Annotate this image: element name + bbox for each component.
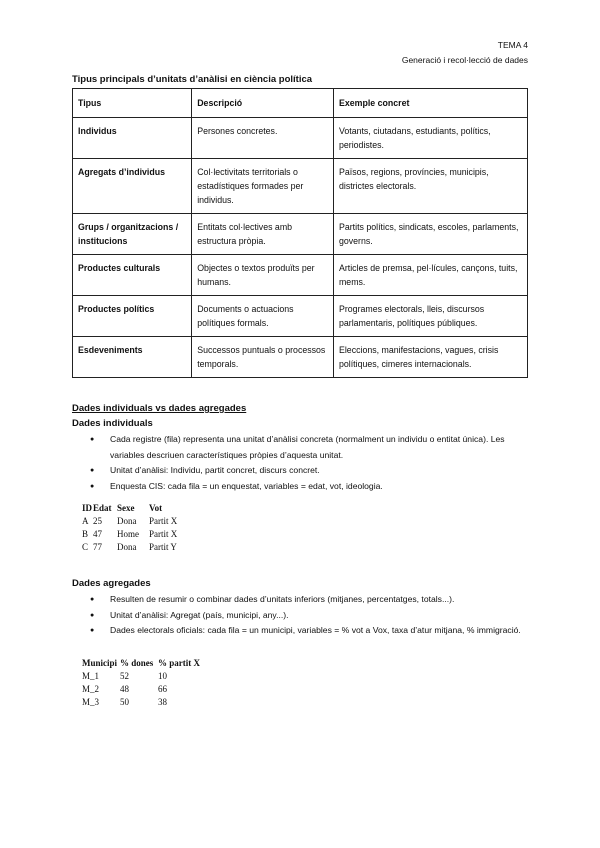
table-row (73, 337, 528, 378)
table-cell-type: Grups / organitzacions / institucions (73, 214, 192, 255)
table-row (82, 541, 177, 554)
header-topic: TEMA 4 (497, 40, 528, 50)
column-header: % dones (120, 658, 154, 668)
table-cell-type: Individus (73, 118, 192, 159)
aggregate-example-table (82, 657, 200, 709)
aggregate-bullet-list (72, 592, 532, 639)
table-header-row (73, 89, 528, 118)
table-cell-example: Eleccions, manifestacions, vagues, crisis polítiques, cimeres internacionals. (333, 337, 527, 378)
table-cell: Partit Y (149, 542, 177, 552)
table-cell: 77 (93, 542, 102, 552)
table-row (82, 528, 177, 541)
aggregate-heading: Dades agregades (72, 578, 151, 589)
table-cell: Dona (117, 516, 137, 526)
table-cell-type: Agregats d’individus (73, 159, 192, 214)
column-header: ID (82, 503, 93, 513)
column-header: Sexe (117, 503, 135, 513)
table-cell: Home (117, 529, 139, 539)
list-item: ● Unitat d’anàlisi: Agregat (país, municipi, any...). (72, 608, 532, 624)
table-cell-type: Esdeveniments (73, 337, 192, 378)
list-item: ● Dades electorals oficials: cada fila = un municipi, variables = % vot a Vox, taxa d’atur mitjana, % immigració. (72, 623, 532, 639)
column-header: Descripció (192, 89, 334, 118)
list-item: ● Unitat d’anàlisi: Individu, partit concret, discurs concret. (72, 463, 532, 479)
table-row (82, 696, 200, 709)
table-cell-example: Països, regions, províncies, municipis, districtes electorals. (333, 159, 527, 214)
table-cell: 25 (93, 516, 102, 526)
table-cell-example: Partits polítics, sindicats, escoles, parlaments, governs. (333, 214, 527, 255)
individual-bullet-list (72, 432, 532, 494)
table-cell-example: Programes electorals, lleis, discursos parlamentaris, polítiques públiques. (333, 296, 527, 337)
table-row (73, 296, 528, 337)
table-cell: M_3 (82, 697, 100, 707)
table-cell-description: Entitats col·lectives amb estructura pròpia. (192, 214, 334, 255)
table-cell: 48 (120, 684, 129, 694)
individual-example-table (82, 502, 177, 554)
table-cell: 52 (120, 671, 129, 681)
table-cell-description: Successos puntuals o processos temporals. (192, 337, 334, 378)
table-row (73, 214, 528, 255)
table-cell-description: Objectes o textos produïts per humans. (192, 255, 334, 296)
page-header (402, 38, 528, 68)
table-cell: C (82, 542, 89, 552)
table-row (73, 118, 528, 159)
table-cell: M_2 (82, 684, 100, 694)
table-row (82, 670, 200, 683)
table-row (73, 159, 528, 214)
header-subtitle: Generació i recol·lecció de dades (401, 55, 528, 65)
column-header: Exemple concret (333, 89, 527, 118)
column-header: Tipus (73, 89, 192, 118)
table-cell: 38 (158, 697, 167, 707)
table-cell: Dona (117, 542, 137, 552)
column-header: Municipi (82, 658, 118, 668)
table-header-row (82, 657, 200, 670)
table-cell: 66 (158, 684, 167, 694)
table-cell: B (82, 529, 89, 539)
table-cell-description: Col·lectivitats territorials o estadístiques formades per individus. (192, 159, 334, 214)
table-cell: 47 (93, 529, 102, 539)
column-header: Vot (149, 503, 163, 513)
table-cell: 10 (158, 671, 167, 681)
table-row (73, 255, 528, 296)
column-header: % partit X (158, 658, 200, 668)
table-cell: M_1 (82, 671, 100, 681)
table-title: Tipus principals d’unitats d’anàlisi en ciència política (72, 74, 313, 85)
table-cell-example: Articles de premsa, pel·lícules, cançons, tuits, mems. (333, 255, 527, 296)
table-cell-type: Productes culturals (73, 255, 192, 296)
table-header-row (82, 502, 177, 515)
list-item: ● Cada registre (fila) representa una unitat d’anàlisi concreta (normalment un individu o entitat única). Les variables descriuen característiques pròpies d’aquesta unitat. (72, 432, 532, 463)
table-row (82, 515, 177, 528)
individual-heading: Dades individuals (72, 418, 153, 429)
table-cell: Partit X (149, 529, 178, 539)
list-item: ● Enquesta CIS: cada fila = un enquestat, variables = edat, vot, ideologia. (72, 479, 532, 495)
table-row (82, 683, 200, 696)
units-table (72, 88, 528, 378)
section-title: Dades individuals vs dades agregades (72, 403, 247, 414)
list-item: ● Resulten de resumir o combinar dades d’unitats inferiors (mitjanes, percentatges, totals...). (72, 592, 532, 608)
table-cell-type: Productes polítics (73, 296, 192, 337)
table-cell-example: Votants, ciutadans, estudiants, polítics, periodistes. (333, 118, 527, 159)
table-cell: 50 (120, 697, 129, 707)
table-cell: Partit X (149, 516, 178, 526)
table-cell: A (82, 516, 89, 526)
column-header: Edat (93, 503, 112, 513)
table-cell-description: Persones concretes. (192, 118, 334, 159)
table-cell-description: Documents o actuacions polítiques formals. (192, 296, 334, 337)
